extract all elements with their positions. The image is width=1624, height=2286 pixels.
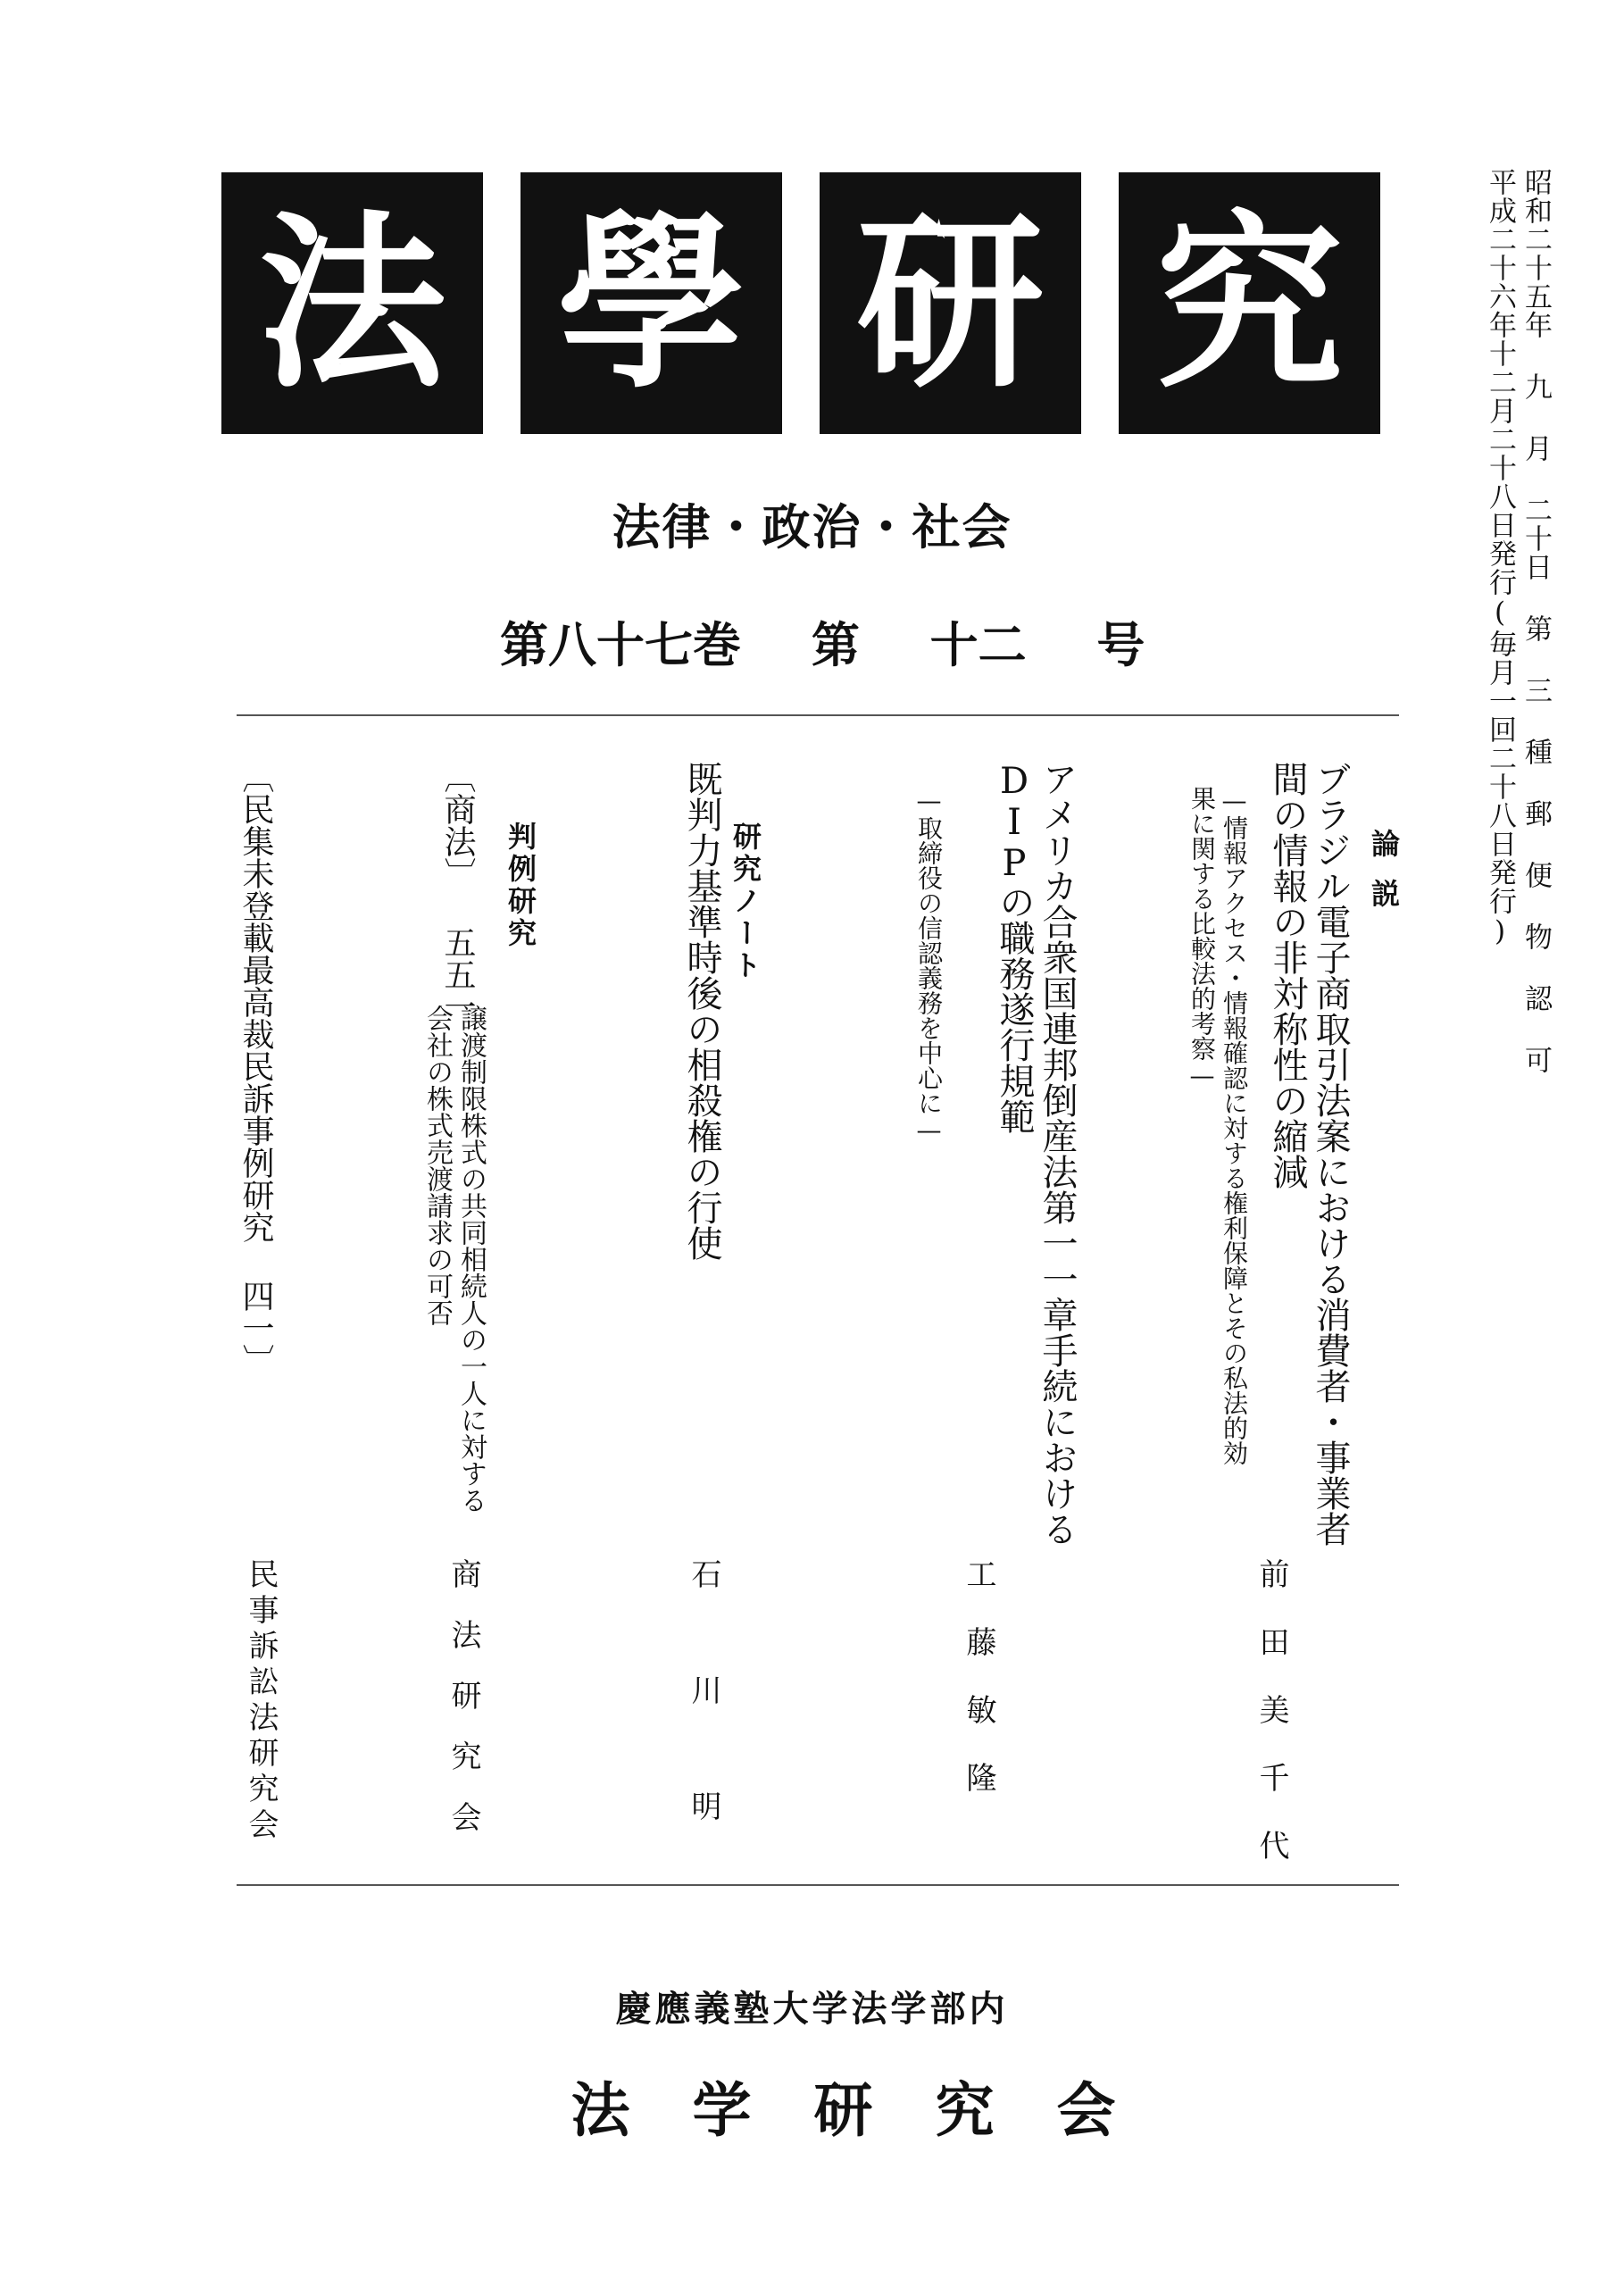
article-subtitle-line: —情報アクセス・情報確認に対する権利保障とその私法的効 [1220,786,1249,1465]
title-block-4 [1119,172,1380,434]
case-tag: 〔民集未登載最高裁民訴事例研究 四一〕 [237,761,274,1376]
section-label-ronsetsu: 論説 [1367,829,1401,929]
article-subtitle [912,786,945,1145]
case-tag: 〔商法〕 五五一 [439,761,476,1022]
title-block-1 [221,172,483,434]
title-char: 研 [856,192,1045,413]
journal-subtitle: 法律・政治・社会 [612,499,1012,555]
article-author: 石川明 [686,1558,721,1906]
article-title [1266,761,1352,1547]
publisher-name: 法学研究会 [570,2075,1178,2145]
title-block-2 [521,172,782,434]
article-author: 工藤敏隆 [961,1558,996,1830]
publication-info [1482,168,1553,1074]
publication-info-line: 平成二十六年十二月二十八日発行(毎月一回二十八日発行) [1484,168,1516,948]
article-title-line: 間の情報の非対称性の縮減 [1267,761,1308,1189]
volume-label: 第八十七巻 [500,617,741,673]
case-title-line: 譲渡制限株式の共同相続人の一人に対する [455,1005,487,1514]
article-subtitle-line: 果に関する比較法的考察— [1187,786,1217,1090]
publisher-affiliation: 慶應義塾大学法学部内 [615,1989,1009,2030]
article-title-line: ブラジル電子商取引法案における消費者・事業者 [1310,761,1351,1547]
article-title-line: アメリカ合衆国連邦倒産法第一一章手続における [1037,761,1078,1547]
title-char: 學 [557,192,745,413]
section-label-hanrei: 判例研究 [504,822,537,950]
case-title [420,1005,487,1514]
volume-number [500,607,1145,676]
article-subtitle-line: —取締役の信認義務を中心に— [914,786,944,1145]
article-title-line: DIPの職務遂行規範 [994,761,1035,1134]
section-label-kenkyu-note: 研究ノート [729,822,762,982]
issue-label: 第 十二 号 [811,617,1145,673]
article-author: 前田美千代 [1253,1558,1289,1898]
article-title: 既判力基準時後の相殺権の行使 [681,761,722,1261]
title-char: 法 [258,192,446,413]
article-title [993,761,1079,1547]
article-subtitle [1186,786,1250,1465]
case-title-line: 会社の株式売渡請求の可否 [421,1005,453,1326]
top-rule [237,714,1399,716]
publication-info-line: 昭和二十五年 九 月 二十日 第 三 種 郵 便 物 認 可 [1520,168,1552,1074]
article-author: 民事訴訟法研究会 [243,1558,279,1844]
title-char: 究 [1155,192,1344,413]
title-block-3 [820,172,1081,434]
article-author: 商法研究会 [446,1558,481,1862]
bottom-rule [237,1884,1399,1886]
